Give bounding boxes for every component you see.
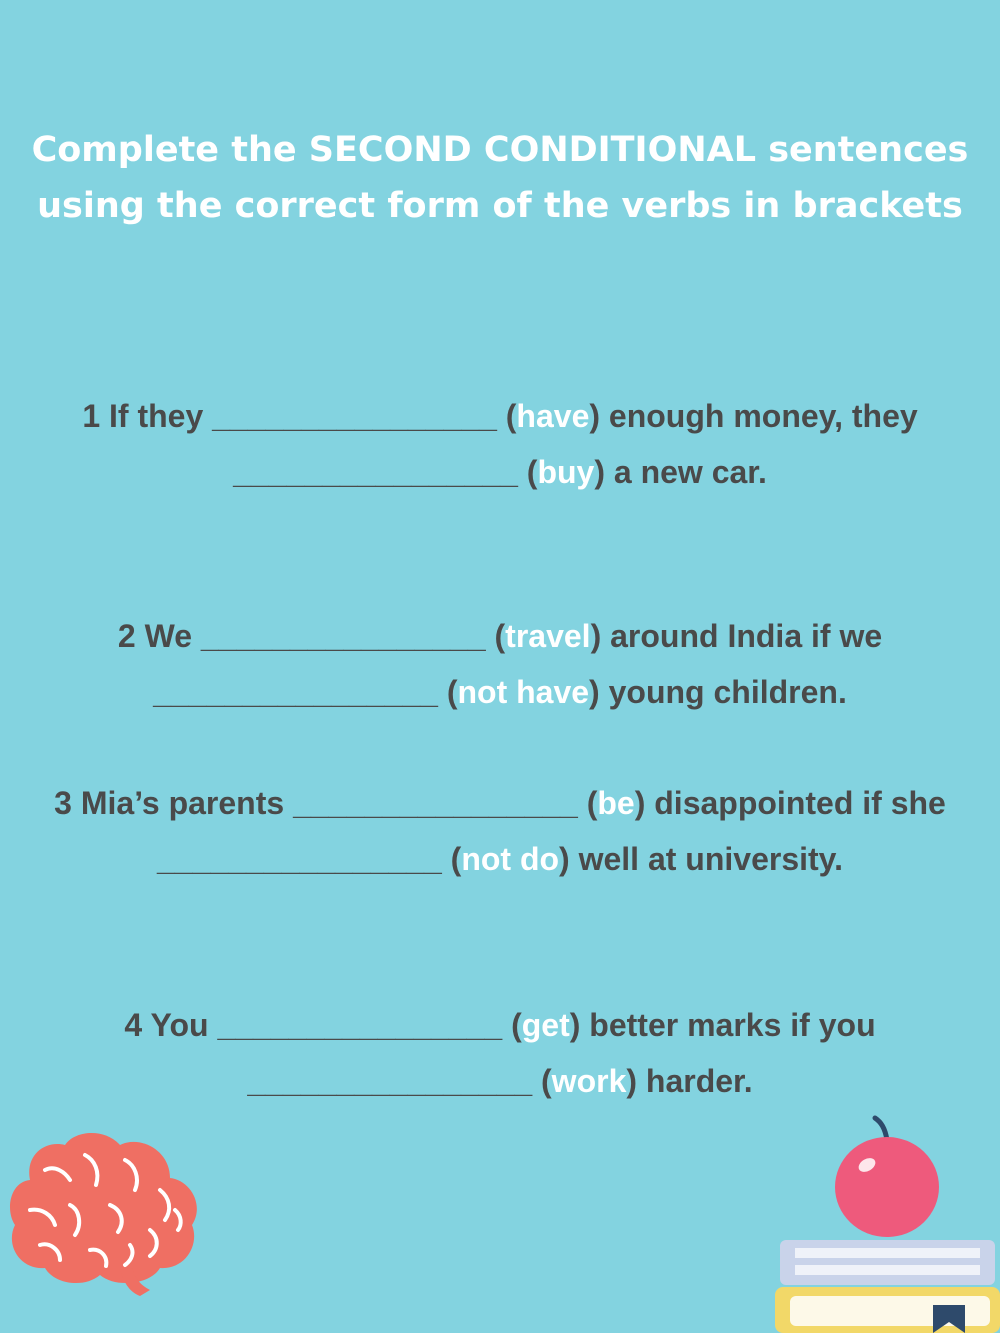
title-line-2: using the correct form of the verbs in brackets	[37, 186, 963, 226]
item-line	[0, 388, 1000, 444]
verb-hint: have	[516, 398, 590, 434]
apple-on-books-icon	[775, 1110, 1000, 1333]
sentence-text: ) better marks if you	[569, 1007, 876, 1043]
sentence-text: ) young children.	[589, 674, 847, 710]
item-line	[0, 775, 1000, 831]
exercise-item-3	[0, 775, 1000, 887]
sentence-text: ) around India if we	[590, 618, 883, 654]
worksheet-title	[0, 122, 1000, 234]
verb-hint: not do	[461, 841, 560, 877]
item-line	[0, 997, 1000, 1053]
item-line	[0, 831, 1000, 887]
verb-hint: get	[521, 1007, 570, 1043]
sentence-text: 4 You ________________ (	[124, 1007, 522, 1043]
sentence-text: ________________ (	[157, 841, 462, 877]
sentence-text: ) enough money, they	[589, 398, 918, 434]
sentence-text: ) a new car.	[594, 454, 767, 490]
sentence-text: ) well at university.	[559, 841, 843, 877]
sentence-text: ) disappointed if she	[634, 785, 946, 821]
verb-hint: work	[551, 1063, 627, 1099]
item-line	[0, 664, 1000, 720]
verb-hint: buy	[537, 454, 595, 490]
verb-hint: travel	[505, 618, 591, 654]
sentence-text: ________________ (	[247, 1063, 552, 1099]
brain-icon	[0, 1110, 210, 1300]
sentence-text: ) harder.	[626, 1063, 753, 1099]
title-line-1: Complete the SECOND CONDITIONAL sentences	[31, 130, 969, 170]
item-line	[0, 1053, 1000, 1109]
exercise-item-2	[0, 608, 1000, 720]
sentence-text: ________________ (	[233, 454, 538, 490]
exercise-item-4	[0, 997, 1000, 1109]
sentence-text: 3 Mia’s parents ________________ (	[54, 785, 598, 821]
sentence-text: ________________ (	[153, 674, 458, 710]
verb-hint: not have	[457, 674, 590, 710]
verb-hint: be	[597, 785, 635, 821]
item-line	[0, 444, 1000, 500]
exercise-item-1	[0, 388, 1000, 500]
item-line	[0, 608, 1000, 664]
sentence-text: 1 If they ________________ (	[82, 398, 517, 434]
sentence-text: 2 We ________________ (	[117, 618, 506, 654]
